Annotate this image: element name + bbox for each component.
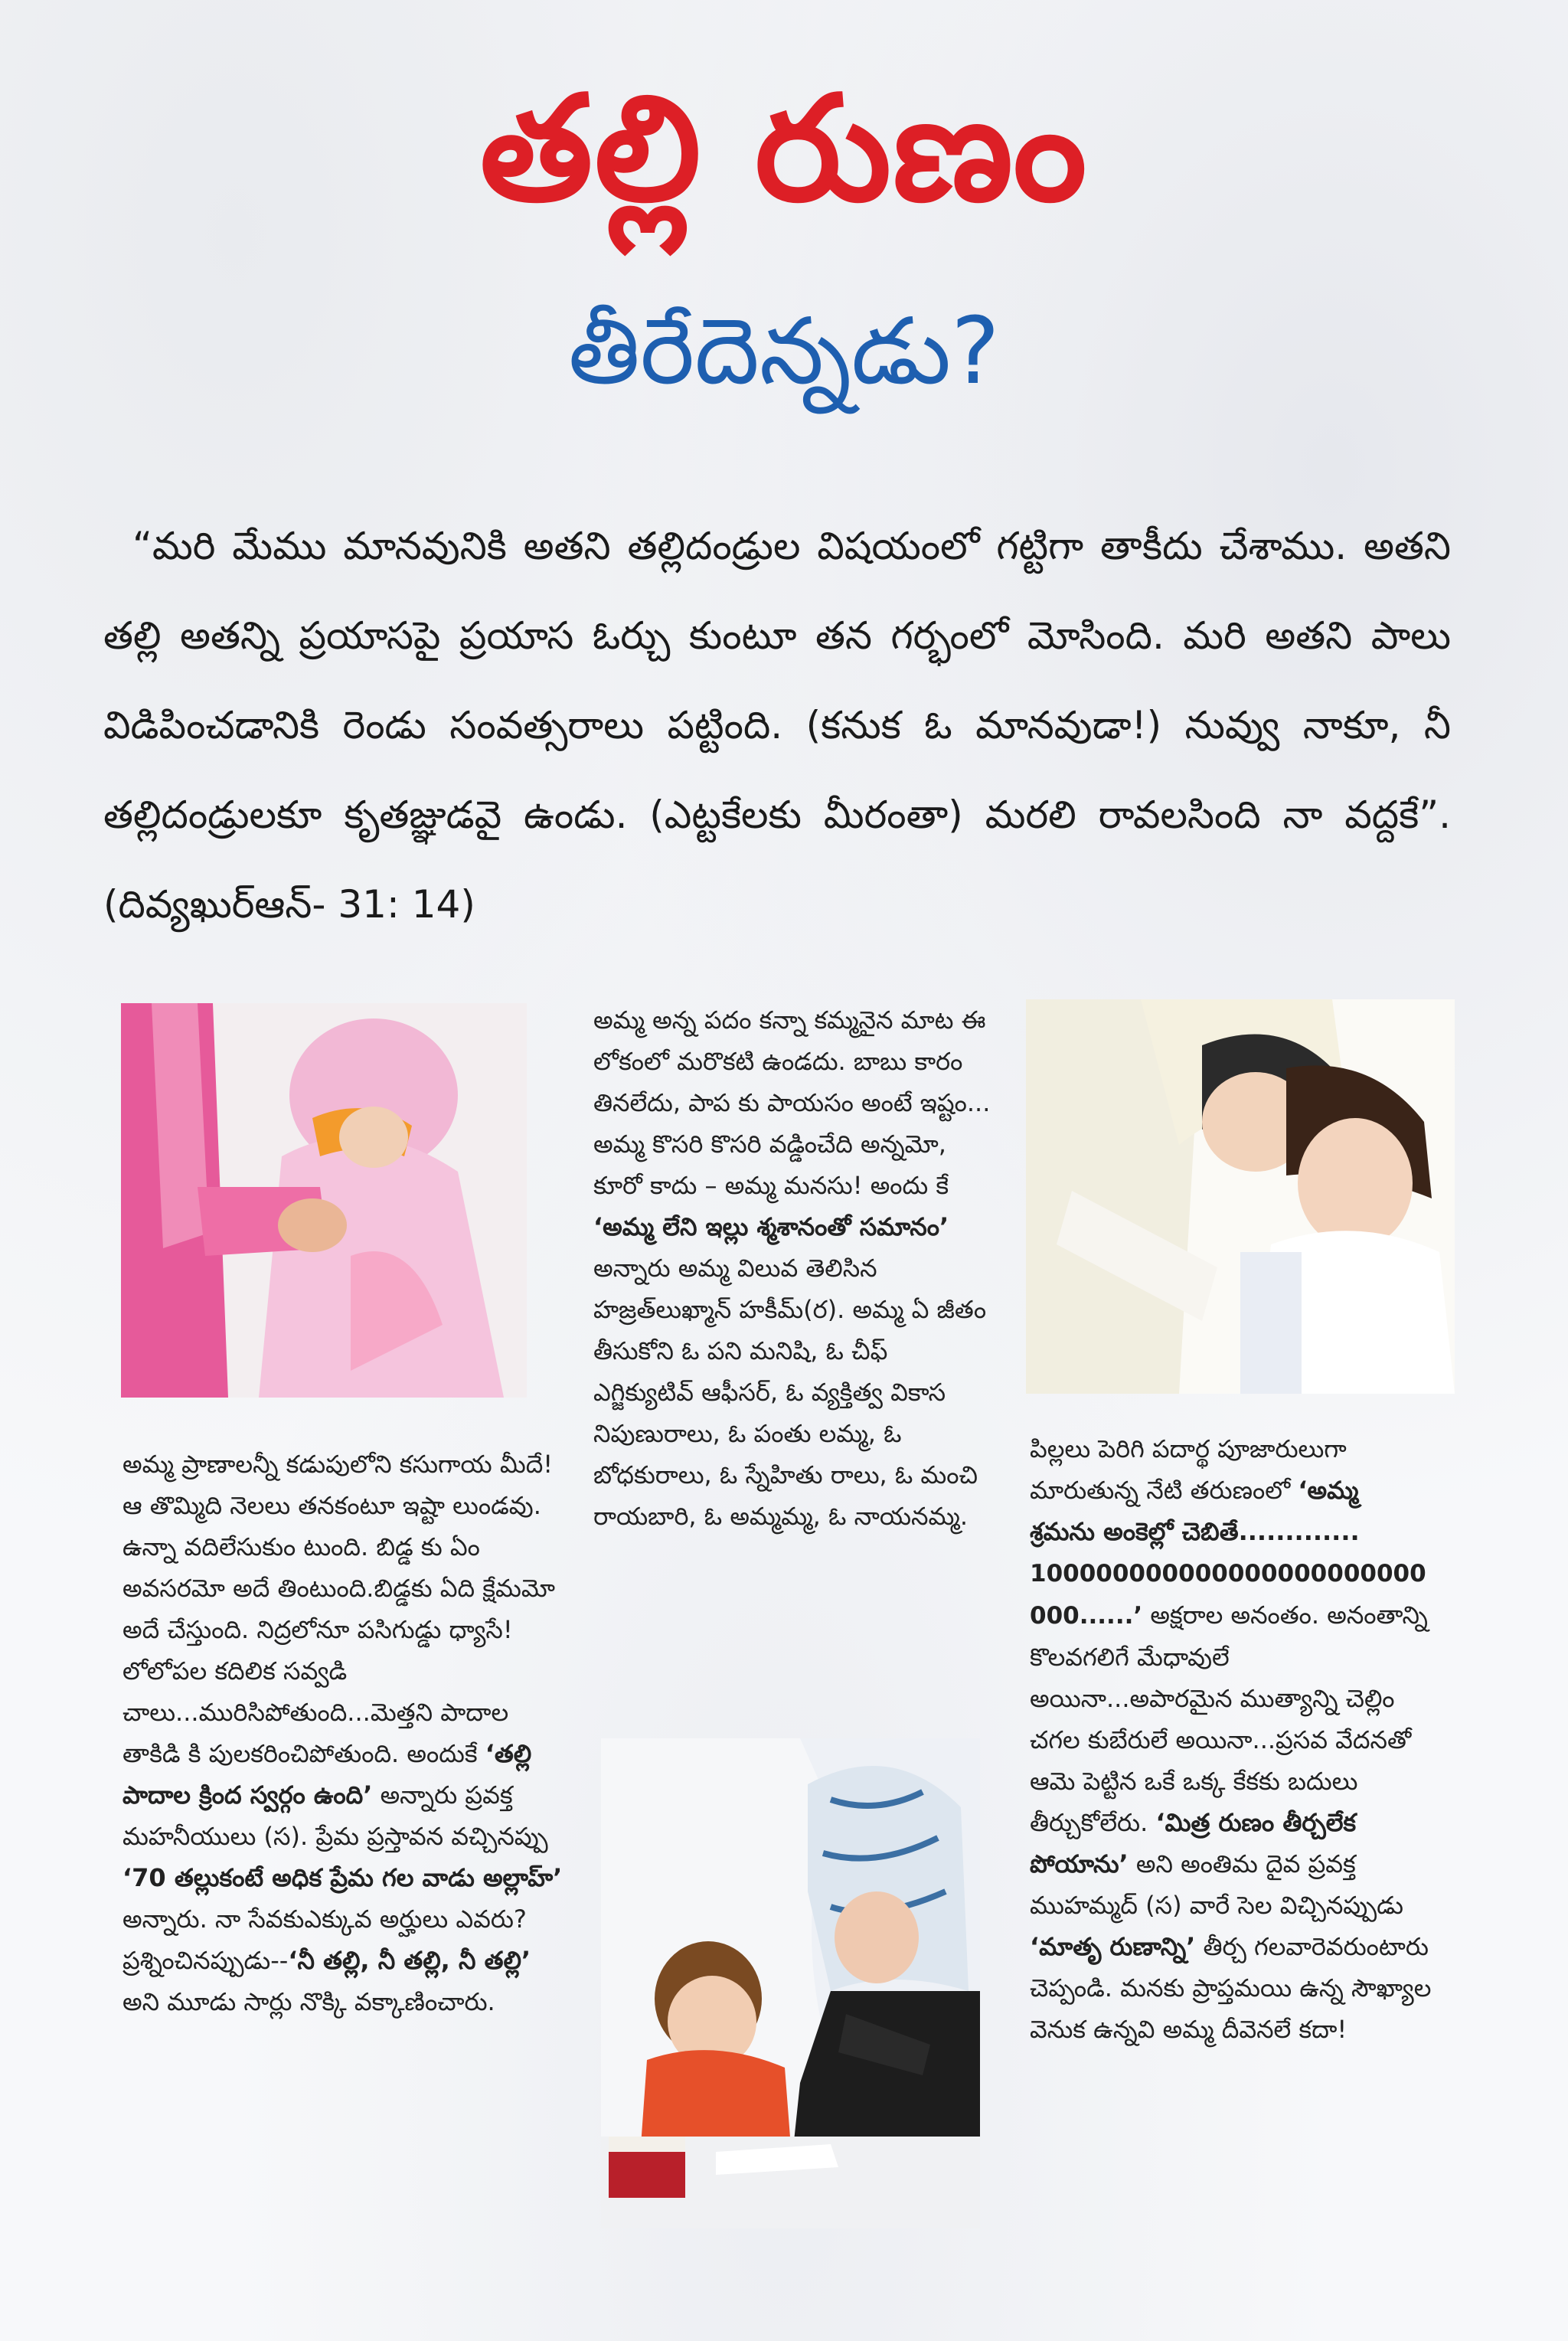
right-text-2: అక్షరాల అనంతం. అనంతాన్ని కొలవగలిగే మేధావులే అయినా...అపారమైన ముత్యాన్ని చెల్లిం చగల కుబేరులే అయినా...ప్రసవ వేదనతో ఆమె పెట్టిన ఒకే ఒక్క కేకకు బదులు తీర్చుకోలేరు.: [1030, 1600, 1428, 1837]
photo-hand-kiss-image: [121, 1003, 527, 1398]
middle-text-1: అమ్మ అన్న పదం కన్నా కమ్మనైన మాట ఈ లోకంలో మరొకటి ఉండదు. బాబు కారం తినలేదు, పాప కు పాయసం అంటే ఇష్టం... అమ్మ కొసరి కొసరి వడ్డించేది అన్నమో, కూరో కాదు – అమ్మ మనసు! అందు కే: [593, 1005, 991, 1200]
article-column-middle: [593, 999, 991, 1537]
photo-mother-child: [1026, 999, 1455, 1394]
photo-hand-kiss: [121, 1003, 527, 1398]
photo-mother-teaching: [601, 1738, 980, 2228]
left-bold-3: ‘నీ తల్లి, నీ తల్లి, నీ తల్లి’: [288, 1946, 531, 1975]
left-bold-2: ‘70 తల్లుకంటే అధిక ప్రేమ గల వాడు అల్లాహ్’: [122, 1863, 563, 1892]
left-text-4: అని మూడు సార్లు నొక్కి వక్కాణించారు.: [122, 1987, 495, 2016]
middle-bold-1: ‘అమ్మ లేని ఇల్లు శ్మశానంతో సమానం’: [593, 1212, 949, 1241]
middle-text-2: అన్నారు అమ్మ విలువ తెలిసిన హజ్రత్‌లుఖ్మాన్ హకీమ్(ర). అమ్మ ఏ జీతం తీసుకోని ఓ పని మనిషి, ఓ చీఫ్ ఎగ్జిక్యుటివ్ ఆఫీసర్, ఓ వ్యక్తిత్వ వికాస నిపుణురాలు, ఓ పంతు లమ్మ, ఓ బోధకురాలు, ఓ స్నేహితు రాలు, ఓ మంచి రాయబారి, ఓ అమ్మమ్మ, ఓ నాయనమ్మ.: [593, 1254, 987, 1531]
quran-quote: “మరి మేము మానవునికి అతని తల్లిదండ్రుల విషయంలో గట్టిగా తాకీదు చేశాము. అతని తల్లి అతన్ని ప్రయాసపై ప్రయాస ఓర్చు కుంటూ తన గర్భంలో మోసింది. మరి అతని పాలు విడిపించడానికి రెండు సంవత్సరాలు పట్టింది. (కనుక ఓ మానవుడా!) నువ్వు నాకూ, నీ తల్లిదండ్రులకూ కృతజ్ఞుడవై ఉండు. (ఎట్టకేలకు మీరంతా) మరలి రావలసింది నా వద్దకే”. (దివ్యఖుర్‌ఆన్- 31: 14): [103, 524, 1451, 927]
headline-title: తల్లి రుణం: [479, 64, 1089, 234]
photo-mother-teaching-image: [601, 1738, 980, 2228]
right-big-number: 100000000000000000000000000......’: [1030, 1560, 1426, 1630]
left-text-1: అమ్మ ప్రాణాలన్నీ కడుపులోని కసుగాయ మీదే! ఆ తొమ్మిది నెలలు తనకంటూ ఇష్టా లుండవు. ఉన్నా వదిలేసుకుం టుంది. బిడ్డ కు ఏం అవసరమో అదే తింటుంది.బిడ్డకు ఏది క్షేమమో అదే చేస్తుంది. నిద్రలోనూ పసిగుడ్డు ధ్యాసే! లోలోపల కదిలిక సవ్వడి చాలు...మురిసిపోతుంది...మెత్తని పాదాల తాకిడి కి పులకరించిపోతుంది. అందుకే: [122, 1450, 555, 1768]
right-bold-3: ‘మాతృ రుణాన్ని’: [1030, 1932, 1196, 1961]
right-bold-1: ‘అమ్మ శ్రమను అంకెల్లో చెబితే.............: [1030, 1476, 1360, 1546]
right-text-1: పిల్లలు పెరిగి పదార్థ పూజారులుగా మారుతున్న నేటి తరుణంలో: [1030, 1434, 1347, 1505]
photo-mother-child-image: [1026, 999, 1455, 1394]
right-text-4: తీర్చ గలవారెవరుంటారు చెప్పండి. మనకు ప్రాప్తమయి ఉన్న సౌఖ్యాల వెనుక ఉన్నవి అమ్మ దీవెనలే కదా!: [1030, 1932, 1432, 2044]
left-text-2: అన్నారు ప్రవక్త మహనీయులు (స). ప్రేమ ప్రస్తావన వచ్చినప్పు: [122, 1780, 548, 1851]
left-text-3: అన్నారు. నా సేవకుఎక్కువ అర్హులు ఎవరు? ప్రశ్నించినప్పుడు--: [122, 1905, 527, 1975]
right-bold-2: ‘మిత్ర రుణం తీర్చలేక పోయాను’: [1030, 1808, 1357, 1878]
headline-subtitle: తీరేదెన్నడు?: [568, 299, 1000, 405]
right-text-3: అని అంతిమ దైవ ప్రవక్త ముహమ్మద్ (స) వారే సెల విచ్చినప్పుడు: [1030, 1849, 1403, 1920]
left-bold-1: ‘తల్లి పాదాల క్రింద స్వర్గం ఉంది’: [122, 1739, 532, 1810]
article-column-left: [122, 1444, 567, 2022]
article-column-right: [1030, 1428, 1432, 2050]
